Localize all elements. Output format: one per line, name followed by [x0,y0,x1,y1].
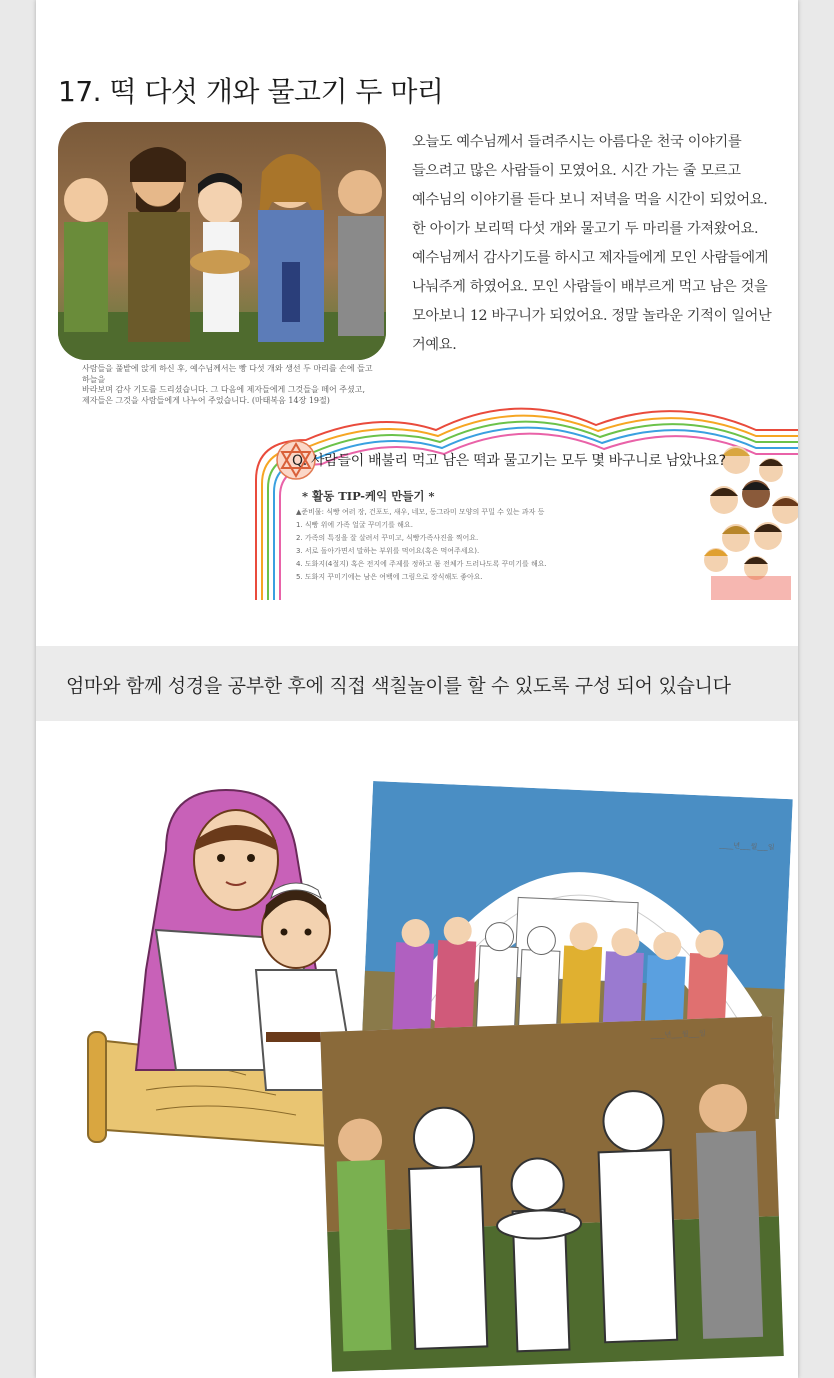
tip-item: 2. 가족의 특징을 잘 살려서 꾸미고, 식빵가족사진을 찍어요. [296,534,479,542]
activity-tip-title: * 활동 TIP-케익 만들기 * [302,489,435,503]
caption-line: 바라보며 감사 기도를 드리셨습니다. 그 다음에 제자들에게 그것들을 떼어 주셨고, [82,385,365,394]
story-line: 거예요. [412,337,457,353]
caption-line: 사람들을 풀밭에 앉게 하신 후, 예수님께서는 빵 다섯 개와 생선 두 마리를 손에 들고 하늘을 [82,364,373,384]
activity-tip-list [296,506,547,584]
story-illustration [58,122,386,360]
caption-line: 제자들은 그것을 사람들에게 나누어 주었습니다. (마태복음 14장 19절) [82,395,330,405]
story-line: 예수님께서 감사기도를 하시고 제자들에게 모인 사람들에게 [412,250,769,266]
story-line: 예수님의 이야기를 듣다 보니 저녁을 먹을 시간이 되었어요. [412,192,768,208]
banner-text: 엄마와 함께 성경을 공부한 후에 직접 색칠놀이를 할 수 있도록 구성 되어 있습니다 [66,675,731,697]
info-banner [36,646,798,721]
story-line: 나눠주게 하였어요. 모인 사람들이 배부르게 먹고 남은 것을 [412,279,768,295]
activity-box [216,400,798,600]
sheet-date-line: ____년___월___일 [650,1029,706,1040]
story-line: 모아보니 12 바구니가 되었어요. 정말 놀라운 기적이 일어난 [412,308,772,324]
sheet-date-line: ____년___월___일 [719,841,775,852]
page-title: 17. 떡 다섯 개와 물고기 두 마리 [58,75,444,108]
story-text [412,128,772,360]
story-line: 한 아이가 보리떡 다섯 개와 물고기 두 마리를 가져왔어요. [412,221,759,237]
activity-question: Q. 사람들이 배불리 먹고 남은 떡과 물고기는 모두 몇 바구니로 남았나요? [292,453,726,469]
tip-item: 4. 도화지(4절지) 혹은 전지에 주제를 정하고 몸 전체가 드러나도록 꾸미기를 해요. [296,560,547,568]
story-line: 오늘도 예수님께서 들려주시는 아름다운 천국 이야기를 [412,134,742,150]
story-line: 들으려고 많은 사람들이 모였어요. 시간 가는 줄 모르고 [412,163,741,179]
tip-item: 1. 식빵 위에 가족 얼굴 꾸미기를 해요. [296,521,413,529]
coloring-sheet-2 [320,1016,784,1372]
tip-item: ▲준비물: 식빵 여러 장, 건포도, 새우, 네모, 동그라미 모양의 꾸밀 수 있는 과자 등 [296,508,545,516]
tip-item: 3. 서로 돌아가면서 말하는 부위를 먹어요(혹은 먹여주세요). [296,547,480,555]
page [36,0,798,1378]
tip-item: 5. 도화지 꾸미기에는 남은 여백에 그림으로 장식해도 좋아요. [296,573,483,581]
